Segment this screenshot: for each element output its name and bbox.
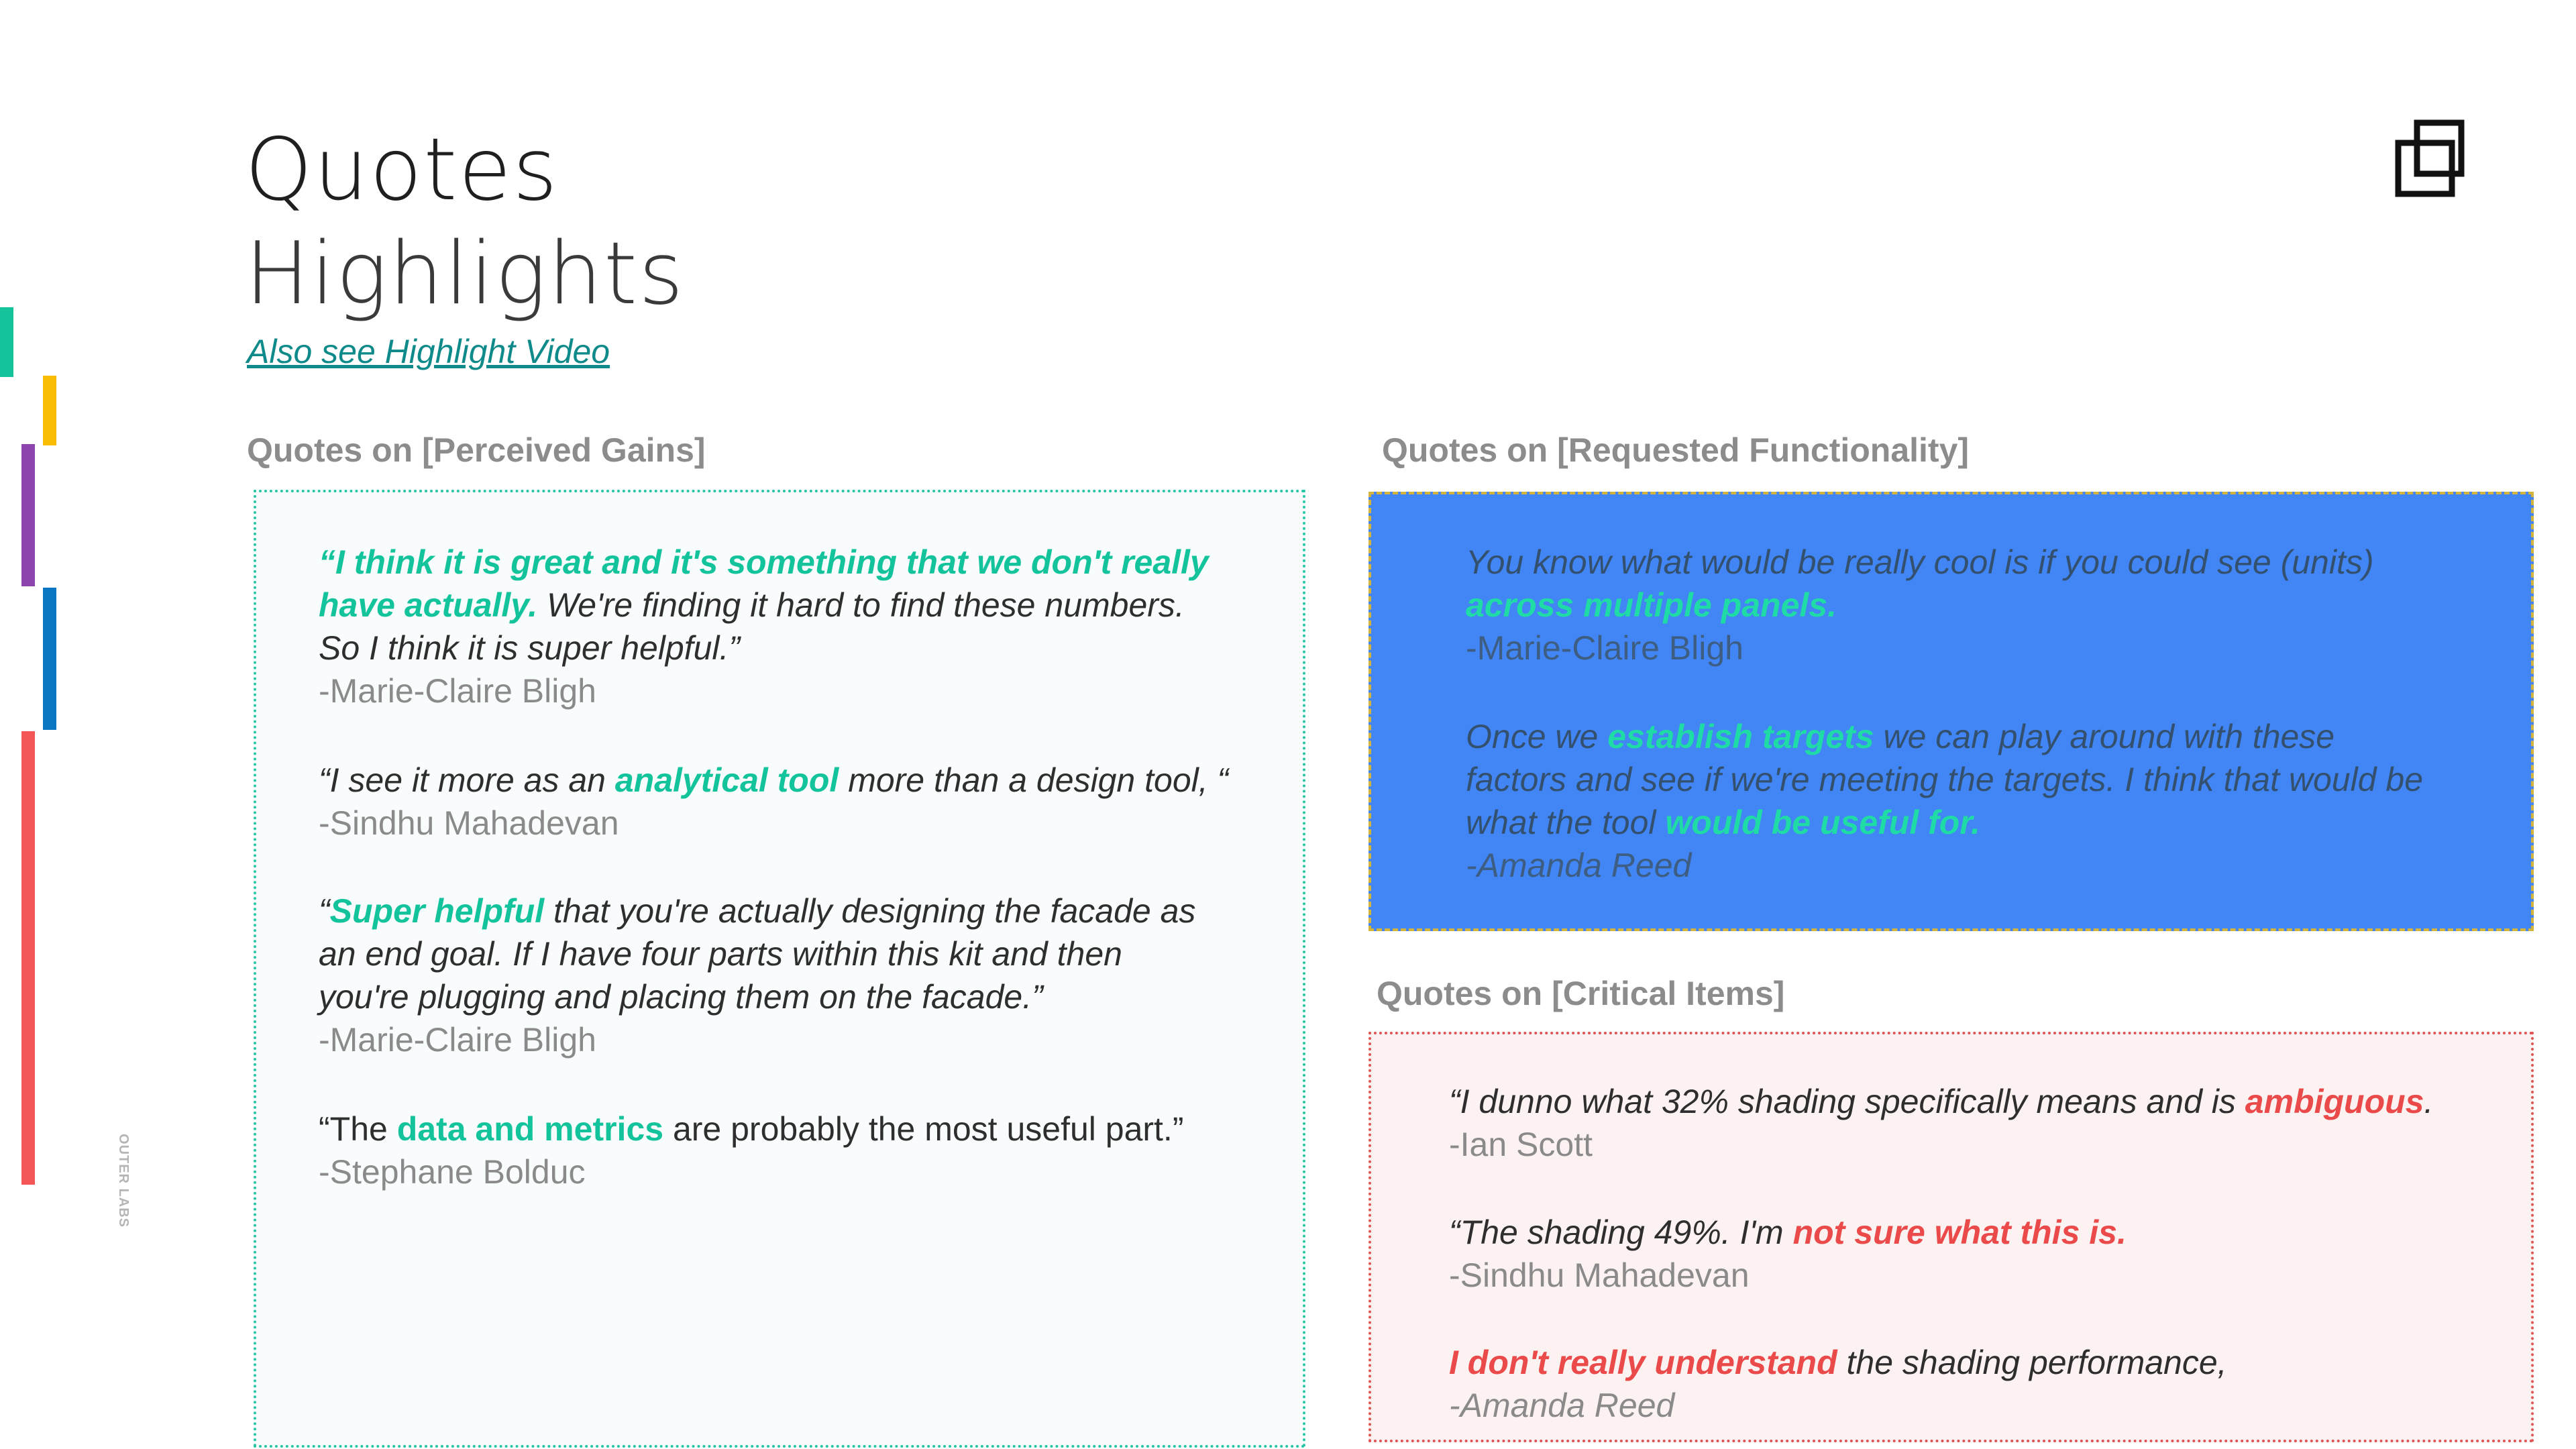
deco-bar-blue bbox=[43, 588, 56, 730]
quote-attribution: -Marie-Claire Bligh bbox=[319, 672, 596, 710]
quote-text: we can play around with these bbox=[1874, 718, 2335, 755]
requested-quote-1 bbox=[1466, 541, 2374, 669]
quote-text: an end goal. If I have four parts within this kit and then bbox=[319, 935, 1122, 973]
quote-text: . bbox=[2424, 1083, 2434, 1120]
quote-attribution: -Sindhu Mahadevan bbox=[1449, 1256, 1750, 1294]
quote-attribution: -Marie-Claire Bligh bbox=[319, 1021, 596, 1059]
quote-text: Once we bbox=[1466, 718, 1608, 755]
stacked-squares-icon bbox=[2395, 119, 2465, 197]
quote-text: that you're actually designing the facade as bbox=[544, 892, 1196, 930]
quote-attribution: -Amanda Reed bbox=[1449, 1387, 1675, 1424]
quote-text: the shading performance, bbox=[1837, 1344, 2227, 1381]
critical-quote-3 bbox=[1449, 1341, 2227, 1427]
highlight-video-link[interactable]: Also see Highlight Video bbox=[247, 333, 610, 370]
heading-critical-items: Quotes on [Critical Items] bbox=[1377, 975, 1785, 1012]
quote-text: you're plugging and placing them on the facade.” bbox=[319, 978, 1043, 1016]
quote-highlight: data and metrics bbox=[396, 1110, 664, 1148]
quote-attribution: -Marie-Claire Bligh bbox=[1466, 629, 1743, 667]
heading-perceived-gains: Quotes on [Perceived Gains] bbox=[247, 431, 706, 469]
critical-quote-1 bbox=[1449, 1080, 2433, 1166]
quote-highlight: across multiple panels. bbox=[1466, 586, 1837, 624]
critical-quote-2 bbox=[1449, 1211, 2127, 1297]
quote-highlight: establish targets bbox=[1607, 718, 1874, 755]
quote-highlight: “I think it is great and it's something that we don't really bbox=[319, 543, 1209, 581]
heading-requested-functionality: Quotes on [Requested Functionality] bbox=[1382, 431, 1970, 469]
gains-quote-2 bbox=[319, 759, 1228, 845]
deco-bar-yellow bbox=[43, 376, 56, 445]
quote-attribution: -Amanda Reed bbox=[1466, 847, 1692, 884]
requested-quote-2 bbox=[1466, 715, 2423, 887]
quote-highlight: have actually. bbox=[319, 586, 538, 624]
quote-text: We're finding it hard to find these numbers. bbox=[537, 586, 1185, 624]
quote-attribution: -Stephane Bolduc bbox=[319, 1153, 586, 1191]
deco-bar-red bbox=[21, 731, 35, 1185]
gains-quote-3 bbox=[319, 890, 1195, 1061]
quote-text: “The shading 49%. I'm bbox=[1449, 1214, 1793, 1251]
gains-quote-4 bbox=[319, 1108, 1183, 1193]
quote-text: more than a design tool, “ bbox=[839, 761, 1229, 799]
quote-text: are probably the most useful part.” bbox=[663, 1110, 1184, 1148]
quote-highlight: ambiguous bbox=[2245, 1083, 2424, 1120]
deco-bar-green bbox=[0, 307, 13, 377]
quote-text: “I dunno what 32% shading specifically means and is bbox=[1449, 1083, 2245, 1120]
quote-attribution: -Ian Scott bbox=[1449, 1126, 1593, 1163]
quote-highlight: would be useful for. bbox=[1665, 804, 1980, 841]
quote-text: So I think it is super helpful.” bbox=[319, 629, 741, 667]
quote-text: what the tool bbox=[1466, 804, 1666, 841]
quote-text: factors and see if we're meeting the targets. I think that would be bbox=[1466, 761, 2424, 798]
quote-highlight: analytical tool bbox=[614, 761, 839, 799]
page-title-line1: Quotes bbox=[245, 120, 559, 220]
quote-text: “ bbox=[319, 892, 330, 930]
quote-attribution: -Sindhu Mahadevan bbox=[319, 804, 619, 842]
deco-bar-purple bbox=[21, 444, 35, 586]
brand-label: OUTER LABS bbox=[116, 1134, 131, 1228]
quote-text: “The bbox=[319, 1110, 397, 1148]
quote-text: You know what would be really cool is if you could see (units) bbox=[1466, 543, 2374, 581]
quote-highlight: I don't really understand bbox=[1449, 1344, 1837, 1381]
gains-quote-1 bbox=[319, 541, 1209, 712]
quote-highlight: Super helpful bbox=[329, 892, 545, 930]
quote-highlight: not sure what this is. bbox=[1792, 1214, 2127, 1251]
page-title-line2: Highlights bbox=[245, 224, 685, 324]
quote-text: “I see it more as an bbox=[319, 761, 615, 799]
